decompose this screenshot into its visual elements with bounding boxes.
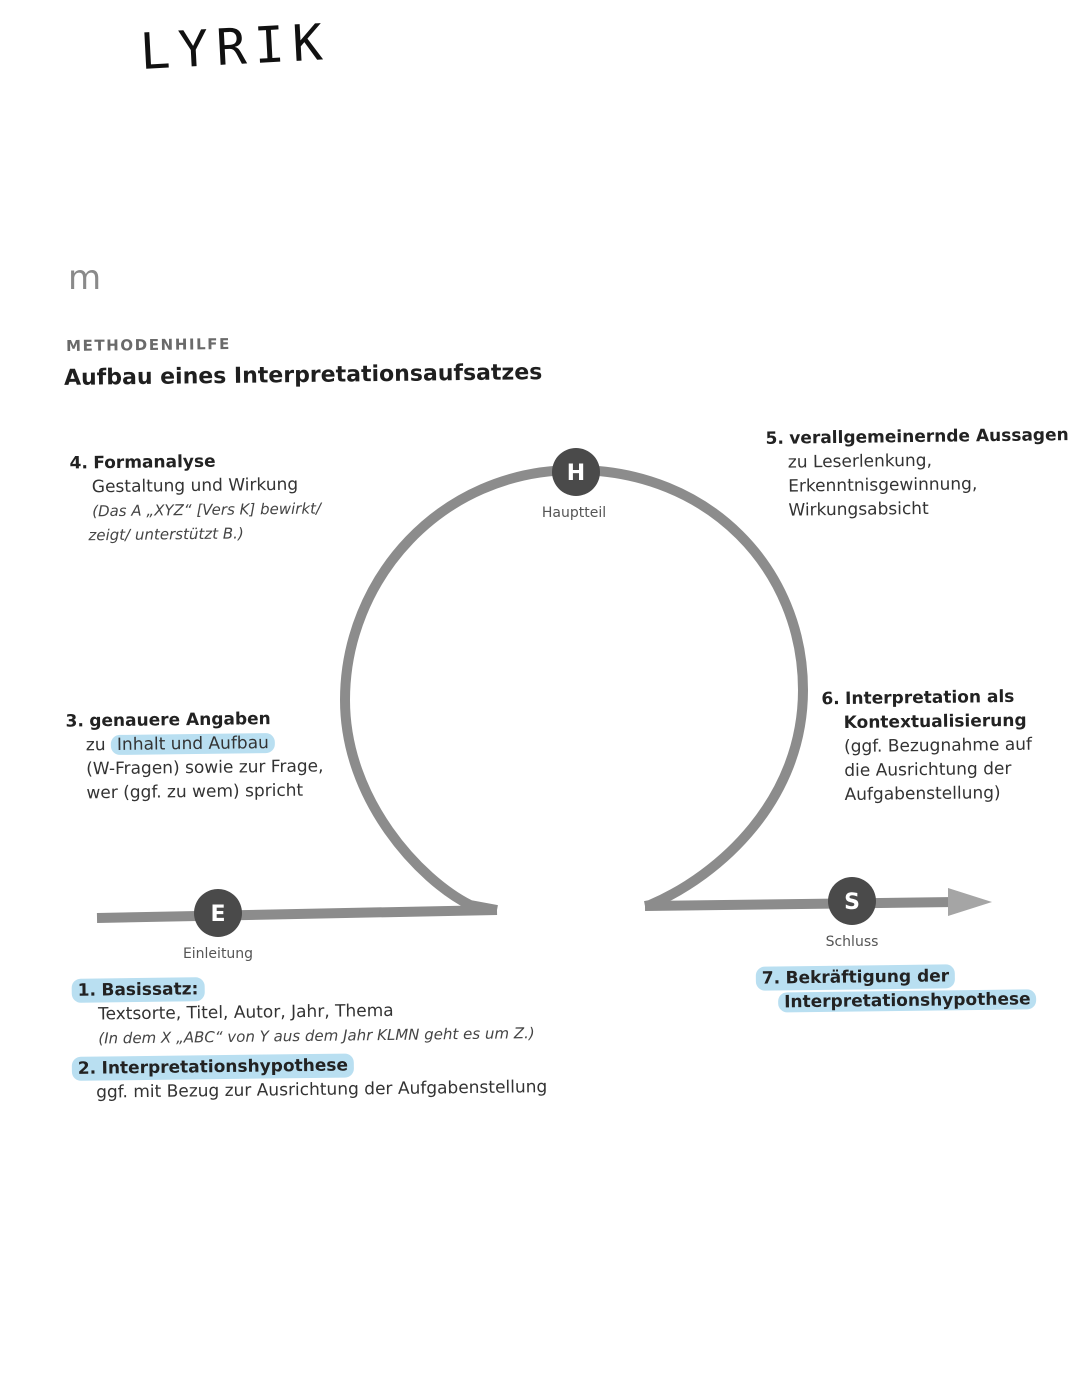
- step-1-line: Textsorte, Titel, Autor, Jahr, Thema: [97, 1000, 394, 1025]
- step-2-heading: Interpretationshypothese: [101, 1055, 349, 1079]
- step-1-number: 1.: [77, 980, 97, 1001]
- section-kicker: METHODENHILFE: [65, 334, 232, 356]
- step-2-line: ggf. mit Bezug zur Ausrichtung der Aufgabenstellung: [96, 1077, 548, 1103]
- step-6-line-2: die Ausrichtung der: [844, 758, 1012, 782]
- node-schluss-letter: S: [844, 890, 860, 915]
- page-title: Aufbau eines Interpretationsaufsatzes: [63, 360, 543, 391]
- step-3-highlight: Inhalt und Aufbau: [111, 733, 275, 755]
- step-4-formanalyse: [69, 448, 321, 547]
- step-4-example-2: zeigt/ unterstützt B.): [88, 524, 244, 545]
- step-6-line-1: (ggf. Bezugnahme auf: [843, 734, 1033, 758]
- step-6-heading-2: Kontextualisierung: [843, 710, 1027, 734]
- step-5-heading: verallgemeinernde Aussagen: [789, 425, 1069, 449]
- node-einleitung-letter: E: [210, 902, 226, 927]
- step-1-heading: Basissatz:: [101, 979, 199, 1001]
- step-5-aussagen: [765, 423, 1069, 523]
- node-schluss: [826, 877, 879, 950]
- step-5-line-1: zu Leserlenkung,: [787, 450, 933, 473]
- node-einleitung: [183, 889, 253, 962]
- arrow-head-icon: [948, 888, 992, 916]
- step-7-bekraeftigung: [756, 963, 1037, 1014]
- step-4-example-1: (Das A „XYZ“ [Vers K] bewirkt/: [92, 499, 322, 521]
- node-hauptteil: [542, 448, 606, 521]
- step-4-line: Gestaltung und Wirkung: [91, 474, 299, 498]
- node-schluss-label: Schluss: [825, 934, 879, 950]
- step-1-example: (In dem X „ABC“ von Y aus dem Jahr KLMN geht es um Z.): [98, 1024, 535, 1048]
- step-6-heading-1: Interpretation als: [845, 686, 1015, 709]
- step-6-interpretation: [821, 685, 1032, 808]
- step-2-hypothese: [72, 1051, 548, 1105]
- step-3-angaben: [65, 706, 323, 805]
- step-3-heading: genauere Angaben: [89, 709, 271, 732]
- path-loop: [345, 470, 803, 910]
- step-3-line-prefix: zu: [85, 735, 112, 756]
- path-exit-line: [645, 902, 955, 906]
- node-einleitung-label: Einleitung: [182, 946, 254, 962]
- step-6-line-3: Aufgabenstellung): [844, 783, 1001, 806]
- step-3-number: 3.: [65, 711, 84, 732]
- handwritten-title: LYRIK: [138, 13, 332, 81]
- step-3-line-2: (W-Fragen) sowie zur Frage,: [86, 756, 324, 780]
- step-7-number: 7.: [761, 968, 781, 989]
- step-6-number: 6.: [821, 689, 840, 710]
- step-3-line-3: wer (ggf. zu wem) spricht: [86, 780, 304, 804]
- path-entry-line: [97, 910, 497, 918]
- node-hauptteil-letter: H: [566, 461, 586, 486]
- step-5-line-3: Wirkungsabsicht: [788, 498, 929, 521]
- step-7-heading-1: Bekräftigung der: [785, 966, 950, 989]
- publisher-logo: m: [68, 258, 102, 298]
- step-5-number: 5.: [765, 428, 784, 449]
- node-hauptteil-label: Hauptteil: [541, 505, 607, 521]
- step-4-number: 4.: [69, 453, 88, 474]
- step-5-line-2: Erkenntnisgewinnung,: [788, 474, 978, 497]
- step-4-heading: Formanalyse: [93, 451, 216, 474]
- step-2-number: 2.: [77, 1058, 97, 1079]
- step-1-basissatz: [72, 973, 535, 1051]
- step-7-heading-2: Interpretationshypothese: [778, 989, 1037, 1012]
